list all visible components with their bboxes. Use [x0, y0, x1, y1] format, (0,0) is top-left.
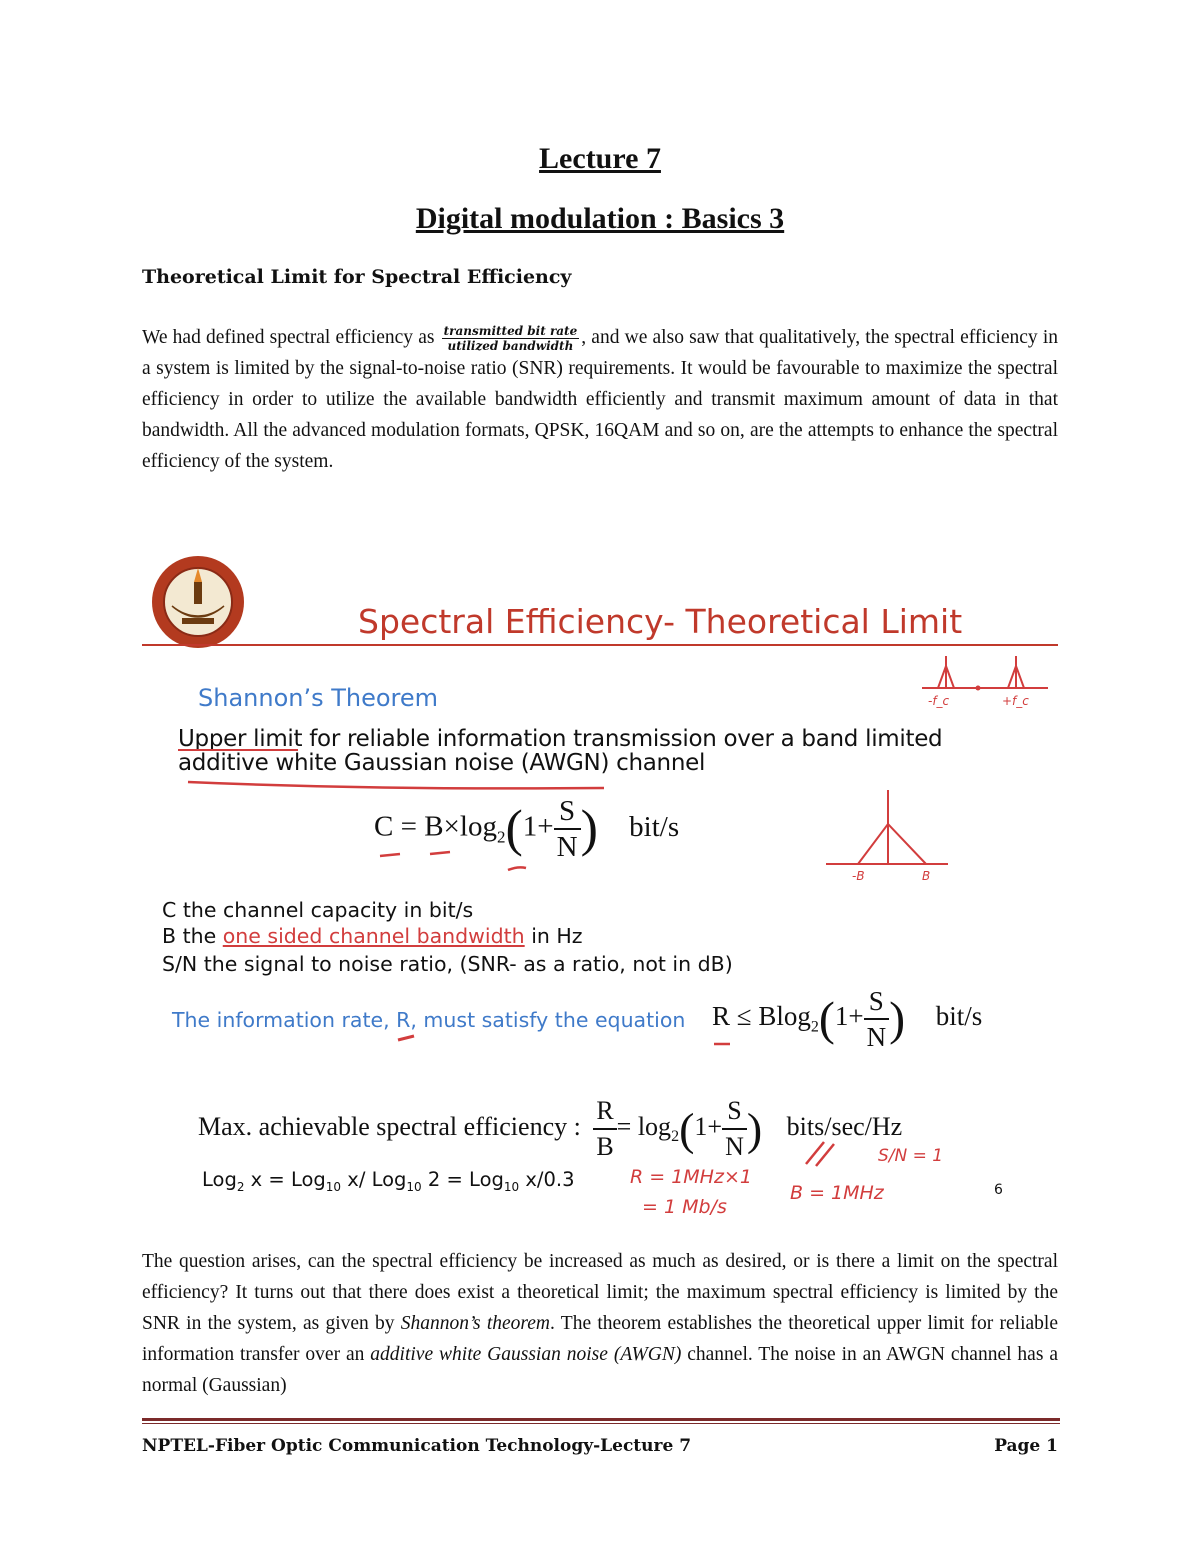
snr-denominator: N	[725, 1132, 744, 1161]
page-title: Lecture 7	[539, 142, 661, 175]
b-def-highlight: one sided channel bandwidth	[222, 924, 525, 948]
info-rate-log-base: 2	[810, 1018, 819, 1036]
capacity-lhs: C = B×log	[374, 810, 497, 843]
log-conversion-line	[202, 1168, 574, 1194]
r-over-b-fraction	[593, 1094, 616, 1164]
b-def-b: in Hz	[524, 924, 583, 948]
log-a-sub: 2	[236, 1179, 245, 1194]
c-definition: C the channel capacity in bit/s	[162, 898, 474, 922]
body-italic-a: Shannon’s theorem	[400, 1313, 551, 1334]
slide-divider	[142, 644, 1058, 646]
log-c: x/ Log	[341, 1168, 407, 1191]
snr-denominator: N	[866, 1022, 887, 1052]
footer-course-title: NPTEL-Fiber Optic Communication Technology-Lecture 7	[142, 1436, 692, 1456]
slide-title: Spectral Efficiency- Theoretical Limit	[358, 602, 963, 641]
log-a: Log	[202, 1168, 237, 1191]
institute-logo	[150, 554, 246, 650]
log-e: x/0.3	[519, 1168, 575, 1191]
right-paren: )	[889, 992, 906, 1046]
log-b-sub: 10	[325, 1179, 342, 1194]
right-paren: )	[746, 1103, 763, 1155]
fraction-numerator: transmitted bit rate	[443, 324, 578, 339]
rb-denominator: B	[596, 1132, 614, 1161]
fc-left-label: -f_c	[928, 694, 950, 708]
footer-divider	[142, 1418, 1060, 1421]
body-paragraph	[142, 1246, 1058, 1401]
red-underline-annotation	[172, 748, 612, 798]
sn-equation-annotation: S/N = 1	[878, 1146, 944, 1166]
neg-b-label: -B	[852, 869, 865, 883]
left-paren: (	[505, 800, 523, 858]
spectrum-sketch-icon	[918, 648, 1058, 708]
double-slash-annotation	[802, 1138, 842, 1168]
info-rate-formula	[712, 984, 982, 1054]
log-c-sub: 10	[406, 1179, 422, 1194]
lecture-slide	[142, 548, 1058, 1228]
upper-limit-line-1: Upper limit for reliable information transmission over a band limited	[178, 726, 943, 752]
snr-fraction	[554, 794, 581, 864]
right-paren: )	[580, 800, 598, 858]
max-eff-log-base: 2	[671, 1128, 680, 1146]
body-text-c: channel. The noise in an AWGN channel has a normal (Gaussian)	[142, 1344, 1058, 1396]
snr-numerator: S	[864, 984, 890, 1020]
max-efficiency-formula	[198, 1094, 902, 1164]
spectral-efficiency-fraction	[442, 324, 580, 353]
pos-b-label: B	[922, 869, 931, 883]
section-heading: Theoretical Limit for Spectral Efficiency	[142, 266, 572, 288]
intro-text-a: We had defined spectral efficiency as	[142, 327, 440, 348]
rb-numerator: R	[593, 1094, 616, 1130]
intro-text-b: , and we also saw that qualitatively, the spectral efficiency in a system is limited by the signal-to-noise ratio (SNR) requirements. It would be favourable to maximize the spectral efficiency in order to utilize the available bandwidth efficiently and transmit maximum amount of data in that bandwidth. All the advanced modulation formats, QPSK, 16QAM and so on, are the attempts to enhance the spectral efficiency of the system.	[142, 327, 1058, 473]
log-d-sub: 10	[503, 1179, 520, 1194]
info-rate-tick-annotation	[392, 1032, 732, 1052]
info-rate-one-plus: 1+	[834, 1001, 864, 1032]
capacity-log-base: 2	[496, 827, 506, 847]
b-def-a: B the	[162, 924, 223, 948]
upper-limit-line-2: additive white Gaussian noise (AWGN) channel	[178, 750, 706, 776]
fraction-denominator: utilized bandwidth	[447, 339, 574, 354]
snr-denominator: N	[556, 831, 578, 863]
snr-fraction	[864, 984, 890, 1054]
page-subtitle: Digital modulation : Basics 3	[415, 202, 785, 235]
bandwidth-spectrum-icon	[822, 784, 952, 884]
snr-numerator: S	[554, 794, 581, 830]
r-equation-annotation-2: = 1 Mb/s	[642, 1196, 727, 1218]
b-equation-annotation: B = 1MHz	[790, 1182, 884, 1204]
left-paren: (	[818, 992, 835, 1046]
footer-page-number: Page 1	[994, 1436, 1058, 1456]
log-b: x = Log	[244, 1168, 326, 1191]
sn-definition: S/N the signal to noise ratio, (SNR- as a ratio, not in dB)	[162, 952, 733, 976]
snr-numerator: S	[722, 1094, 747, 1130]
b-definition	[162, 924, 583, 948]
capacity-one-plus: 1+	[522, 810, 554, 843]
intro-paragraph	[142, 322, 1058, 477]
max-eff-unit: bits/sec/Hz	[786, 1111, 903, 1141]
body-text-a: The question arises, can the spectral efficiency be increased as much as desired, or is there a limit on the spectral efficiency? It turns out that there does exist a theoretical limit; the maximum spectral efficiency is limited by the SNR in the system, as given by	[142, 1251, 1058, 1334]
fc-right-label: +f_c	[1002, 694, 1029, 708]
footer-divider-thin	[142, 1423, 1060, 1424]
capacity-unit: bit/s	[629, 810, 680, 843]
body-text-b: . The theorem establishes the theoretical upper limit for reliable information transfer over an	[142, 1313, 1058, 1365]
max-eff-eq: = log	[616, 1111, 672, 1141]
info-rate-text: The information rate, R, must satisfy the equation	[172, 1008, 686, 1032]
shannon-theorem-label: Shannon’s Theorem	[198, 684, 439, 712]
max-eff-one-plus: 1+	[694, 1111, 723, 1141]
info-rate-lhs: R ≤ Blog	[712, 1001, 811, 1032]
snr-fraction	[722, 1094, 747, 1164]
slide-number: 6	[994, 1182, 1003, 1198]
max-eff-label: Max. achievable spectral efficiency :	[198, 1111, 581, 1141]
body-italic-b: additive white Gaussian noise (AWGN)	[370, 1344, 682, 1365]
r-equation-annotation: R = 1MHz×1	[630, 1166, 752, 1188]
info-rate-unit: bit/s	[935, 1001, 983, 1032]
log-d: 2 = Log	[421, 1168, 504, 1191]
formula-tick-annotation	[378, 848, 538, 878]
left-paren: (	[679, 1103, 695, 1155]
